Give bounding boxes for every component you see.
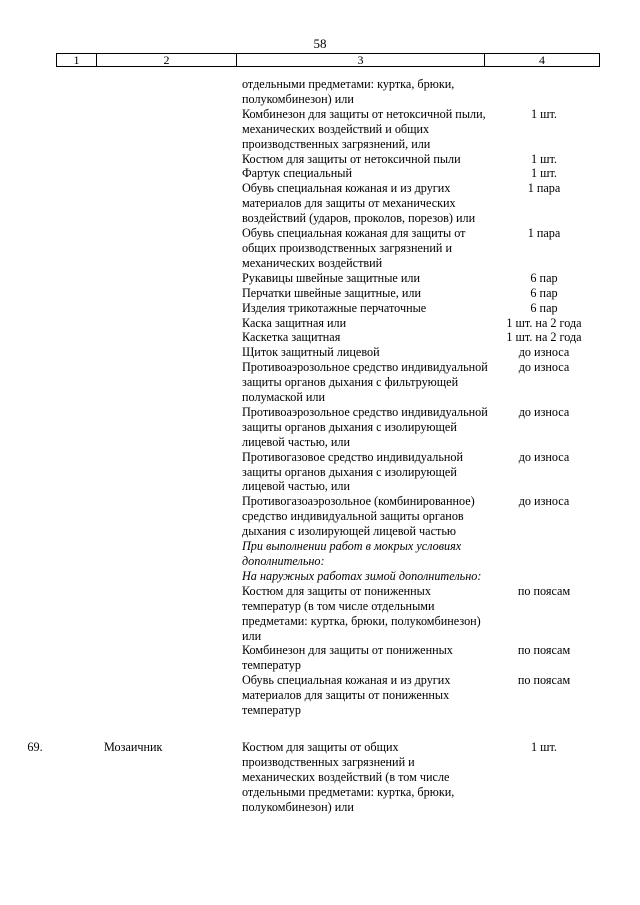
item-text: Фартук специальный [242,166,352,181]
norm-text: 1 пара [527,226,561,241]
header-col-1: 1 [57,54,97,66]
norm-text: 6 пар [530,300,558,315]
item-text: Перчатки швейные защитные, или [242,285,422,300]
norm-text: 1 пара [527,181,561,196]
item-text: Изделия трикотажные перчаточные [242,300,427,315]
item-text: Противогазовое средство индивидуальной защиты органов дыхания с изолирующей лицевой частью, или [242,449,464,494]
page-number: 58 [313,36,327,51]
norm-text: 1 шт. на 2 года [506,315,582,330]
item-text: Обувь специальная кожаная и из других материалов для защиты от пониженных температур [242,673,451,718]
norm-text: до износа [518,360,570,375]
header-col-3: 3 [237,54,485,66]
item-text: Противоаэрозольное средство индивидуальной защиты органов дыхания с изолирующей лицевой частью, или [242,404,488,449]
section-note: При выполнении работ в мокрых условиях дополнительно: [242,539,462,568]
norm-text: по поясам [517,643,571,658]
norm-text: 1 шт. [531,151,557,166]
entry-number: 69. [27,739,43,754]
item-text: Каскетка защитная [242,330,341,345]
item-text: Рукавицы швейные защитные или [242,270,420,285]
norm-text: 6 пар [530,270,558,285]
item-text: Костюм для защиты от общих производственных загрязнений и механических воздействий (в том числе отдельными предметами: куртка, брюки, полукомбинезон) или [242,739,455,814]
item-text: Костюм для защиты от нетоксичной пыли [242,151,461,166]
norm-text: до износа [518,449,570,464]
item-text: Обувь специальная кожаная и из других материалов для защиты от механических воздействий (ударов, проколов, порезов) или [242,181,476,226]
entry-69 [0,740,640,815]
item-text: Комбинезон для защиты от нетоксичной пыли, механических воздействий и общих производственных загрязнений, или [242,106,486,151]
item-text: Каска защитная или [242,315,347,330]
profession-name: Мозаичник [104,739,163,754]
header-col-4: 4 [539,53,545,67]
item-text: Противогазоаэрозольное (комбинированное) средство индивидуальной защиты органов дыхания с изолирующей лицевой частью [242,494,475,539]
item-text: Костюм для защиты от пониженных температур (в том числе отдельными предметами: куртка, брюки, полукомбинезон) или [242,583,481,643]
item-text: отдельными предметами: куртка, брюки, полукомбинезон) или [242,77,455,106]
item-text: Противоаэрозольное средство индивидуальной защиты органов дыхания с фильтрующей полумаской или [242,360,488,405]
item-text: Щиток защитный лицевой [242,345,380,360]
norm-text: до износа [518,404,570,419]
norm-text: до износа [518,345,570,360]
norm-text: 1 шт. [531,166,557,181]
table-body [0,77,640,815]
norm-text: 6 пар [530,285,558,300]
norm-text: по поясам [517,673,571,688]
header-col-2: 2 [97,54,237,66]
table-header [56,53,600,67]
norm-text: до износа [518,494,570,509]
norm-text: 1 шт. [531,739,557,754]
section-note: На наружных работах зимой дополнительно: [242,568,482,583]
norm-text: 1 шт. [531,106,557,121]
item-text: Обувь специальная кожаная для защиты от общих производственных загрязнений и механических воздействий [242,226,466,270]
norm-text: 1 шт. на 2 года [506,330,582,345]
norm-text [488,77,600,107]
norm-text: по поясам [517,583,571,598]
item-text: Комбинезон для защиты от пониженных температур [242,643,453,673]
